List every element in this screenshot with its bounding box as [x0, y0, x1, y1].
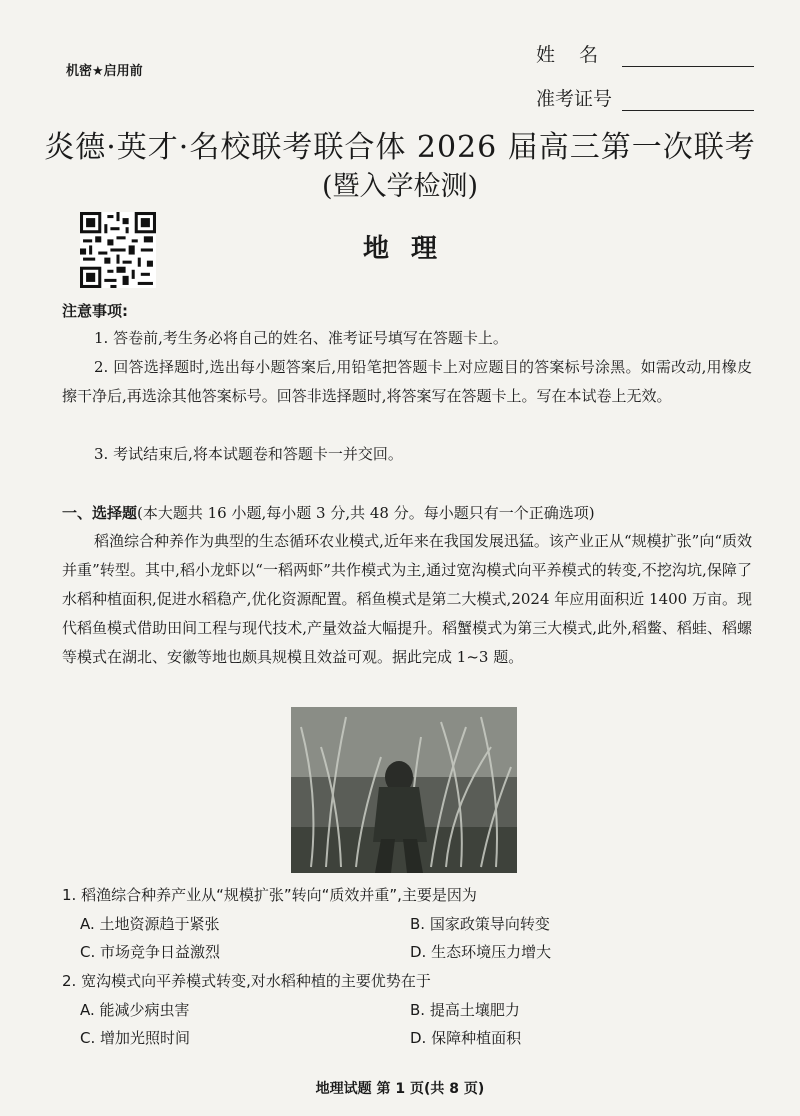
- section-title: 一、选择题: [62, 504, 138, 522]
- notice-item: 2. 回答选择题时,选出每小题答案后,用铅笔把答题卡上对应题目的答案标号涂黑。如需改动,用橡皮擦干净后,再选涂其他答案标号。回答非选择题时,将答案写在答题卡上。写在本试卷上无效。: [62, 358, 752, 405]
- exam-subtitle: (暨入学检测): [321, 171, 479, 202]
- exam-id-field: [536, 84, 754, 111]
- section-description: (本大题共 16 小题,每小题 3 分,共 48 分。每小题只有一个正确选项): [137, 504, 595, 522]
- confidential-label: 机密★启用前: [66, 64, 143, 79]
- option-c: C. 市场竞争日益激烈: [80, 943, 221, 961]
- notice-item: 1. 答卷前,考生务必将自己的姓名、准考证号填写在答题卡上。: [94, 329, 508, 347]
- notice-item: 3. 考试结束后,将本试题卷和答题卡一并交回。: [94, 445, 403, 463]
- reading-passage: 稻渔综合种养作为典型的生态循环农业模式,近年来在我国发展迅猛。该产业正从“规模扩张”向“质效并重”转型。其中,稻小龙虾以“一稻两虾”共作模式为主,通过宽沟模式向平养模式的转变,不挖沟坑,保障了水稻种植面积,促进水稻稳产,优化资源配置。稻鱼模式是第二大模式,2024 年应用面积近 1400 万亩。现代稻鱼模式借助田间工程与现代技术,产量效益大幅提升。稻蟹模式为第三大模式,此外,稻鳖、稻蛙、稻螺等模式在湖北、安徽等地也颇具规模且效益可观。据此完成 1~3 题。: [62, 532, 752, 666]
- name-label: 姓 名: [536, 44, 599, 66]
- rice-field-photo: [291, 707, 517, 873]
- subject-title: 地理: [362, 234, 459, 264]
- option-a: A. 土地资源趋于紧张: [80, 915, 220, 933]
- option-b: B. 提高土壤肥力: [410, 1001, 520, 1019]
- option-d: D. 保障种植面积: [410, 1029, 522, 1047]
- exam-id-underline: [622, 90, 754, 111]
- option-d: D. 生态环境压力增大: [410, 943, 552, 961]
- exam-id-label: 准考证号: [536, 88, 613, 110]
- name-field: [536, 40, 754, 67]
- section-heading: [62, 502, 595, 523]
- question-stem: 2. 宽沟模式向平养模式转变,对水稻种植的主要优势在于: [62, 972, 431, 990]
- option-c: C. 增加光照时间: [80, 1029, 191, 1047]
- exam-title: 炎德·英才·名校联考联合体 2026 届高三第一次联考: [44, 130, 756, 165]
- notice-heading: 注意事项:: [62, 302, 128, 320]
- question-stem: 1. 稻渔综合种养产业从“规模扩张”转向“质效并重”,主要是因为: [62, 886, 477, 904]
- page-footer: 地理试题 第 1 页(共 8 页): [315, 1081, 485, 1097]
- option-b: B. 国家政策导向转变: [410, 915, 550, 933]
- option-a: A. 能减少病虫害: [80, 1001, 190, 1019]
- name-underline: [622, 46, 754, 67]
